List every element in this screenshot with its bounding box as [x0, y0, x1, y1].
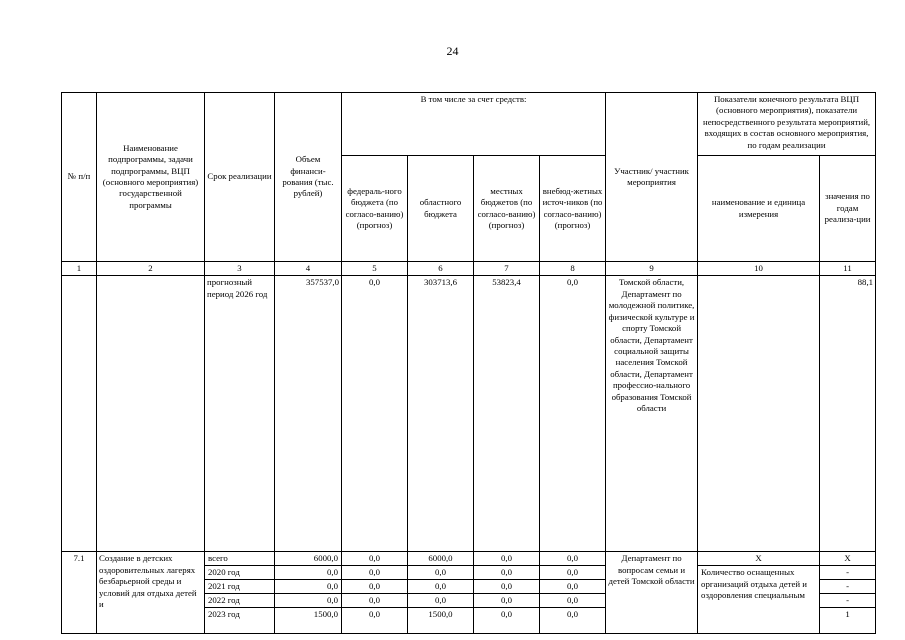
header-number: № п/п — [62, 93, 97, 262]
header-participant: Участник/ участник мероприятия — [606, 93, 698, 262]
header-federal: федераль-ного бюджета (по согласо-ванию) (прогноз) — [342, 156, 408, 262]
value: 1 — [845, 609, 850, 620]
extra-values — [540, 552, 606, 634]
indicator-cell — [698, 552, 820, 634]
value: 1500,0 — [428, 609, 453, 620]
value: - — [820, 566, 875, 580]
value: 1500,0 — [313, 609, 338, 620]
local-cell: 53823,4 — [474, 276, 540, 552]
value: 0,0 — [369, 609, 380, 620]
value: 0,0 — [540, 552, 605, 566]
col-number: 3 — [205, 262, 275, 276]
table-row — [62, 276, 876, 552]
value: 0,0 — [275, 594, 341, 608]
page-number: 24 — [446, 44, 459, 58]
value: 0,0 — [474, 552, 539, 566]
value: 0,0 — [540, 580, 605, 594]
header-indicators-group: Показатели конечного результата ВЦП (основного мероприятия), показатели непосредственного результата мероприятий, входящих в состав основного мероприятия, по годам реализации — [698, 93, 876, 156]
header-total: Объем финанси-рования (тыс. рублей) — [275, 93, 342, 262]
col-number: 4 — [275, 262, 342, 276]
col-number: 1 — [62, 262, 97, 276]
value: 6000,0 — [275, 552, 341, 566]
value: 0,0 — [408, 566, 473, 580]
value: X — [820, 552, 875, 566]
header-regional: областного бюджета — [408, 156, 474, 262]
col-number: 2 — [97, 262, 205, 276]
col-number: 11 — [820, 262, 876, 276]
total-cell: 357537,0 — [275, 276, 342, 552]
value: 0,0 — [275, 566, 341, 580]
col-number: 8 — [540, 262, 606, 276]
header-sources-group: В том числе за счет средств: — [342, 93, 606, 156]
header-indicator-values: значения по годам реализа-ции — [820, 156, 876, 262]
table-row — [62, 552, 876, 634]
header-period: Срок реализации — [205, 93, 275, 262]
row-number: 7.1 — [62, 552, 97, 634]
year-label: 2020 год — [205, 566, 274, 580]
col-number: 10 — [698, 262, 820, 276]
indicator-name: Количество оснащенных организаций отдыха детей и оздоровления специальным — [701, 567, 808, 601]
col-number: 5 — [342, 262, 408, 276]
regional-values — [408, 552, 474, 634]
federal-cell: 0,0 — [342, 276, 408, 552]
value: 0,0 — [474, 580, 539, 594]
value: 0,0 — [540, 566, 605, 580]
year-label: 2022 год — [205, 594, 274, 608]
column-numbers-row — [62, 262, 876, 276]
years-cell — [205, 552, 275, 634]
value: 0,0 — [567, 609, 579, 620]
year-label: всего — [205, 552, 274, 566]
value: - — [820, 594, 875, 608]
value: 0,0 — [342, 552, 407, 566]
activity-name: Создание в детских оздоровительных лагерях безбарьерной среды и условий для отдыха детей и — [97, 552, 205, 634]
federal-values — [342, 552, 408, 634]
program-table — [61, 92, 876, 634]
value: 0,0 — [501, 609, 512, 620]
indicator-top: X — [698, 552, 819, 566]
year-label: 2021 год — [205, 580, 274, 594]
value: - — [820, 580, 875, 594]
col-number: 6 — [408, 262, 474, 276]
value: 0,0 — [342, 580, 407, 594]
indicator-values — [820, 552, 876, 634]
local-values — [474, 552, 540, 634]
value: 0,0 — [408, 594, 473, 608]
header-extra: внебюд-жетных источ-ников (по согласо-ванию) (прогноз) — [540, 156, 606, 262]
col-number: 7 — [474, 262, 540, 276]
value: 6000,0 — [408, 552, 473, 566]
value: 0,0 — [474, 594, 539, 608]
period-cell: прогнозный период 2026 год — [205, 276, 275, 552]
value: 0,0 — [342, 566, 407, 580]
participant-cell: Томской области, Департамент по молодежной политике, физической культуре и спорту Томской области, Департамент социальной защиты населения Томской области, Департамент профессио-нального образования Томской области — [606, 276, 698, 552]
participant-cell: Департамент по вопросам семьи и детей Томской области — [606, 552, 698, 634]
value: 0,0 — [275, 580, 341, 594]
header-name: Наименование подпрограммы, задачи подпрограммы, ВЦП (основного мероприятия) государственной программы — [97, 93, 205, 262]
regional-cell: 303713,6 — [408, 276, 474, 552]
value: 0,0 — [474, 566, 539, 580]
value: 0,0 — [342, 594, 407, 608]
extra-cell: 0,0 — [540, 276, 606, 552]
year-label: 2023 год — [208, 609, 240, 620]
value: 0,0 — [540, 594, 605, 608]
header-indicator-name: наименование и единица измерения — [698, 156, 820, 262]
indicator-value-cell: 88,1 — [820, 276, 876, 552]
header-local: местных бюджетов (по согласо-ванию) (прогноз) — [474, 156, 540, 262]
value: 0,0 — [408, 580, 473, 594]
total-values — [275, 552, 342, 634]
col-number: 9 — [606, 262, 698, 276]
